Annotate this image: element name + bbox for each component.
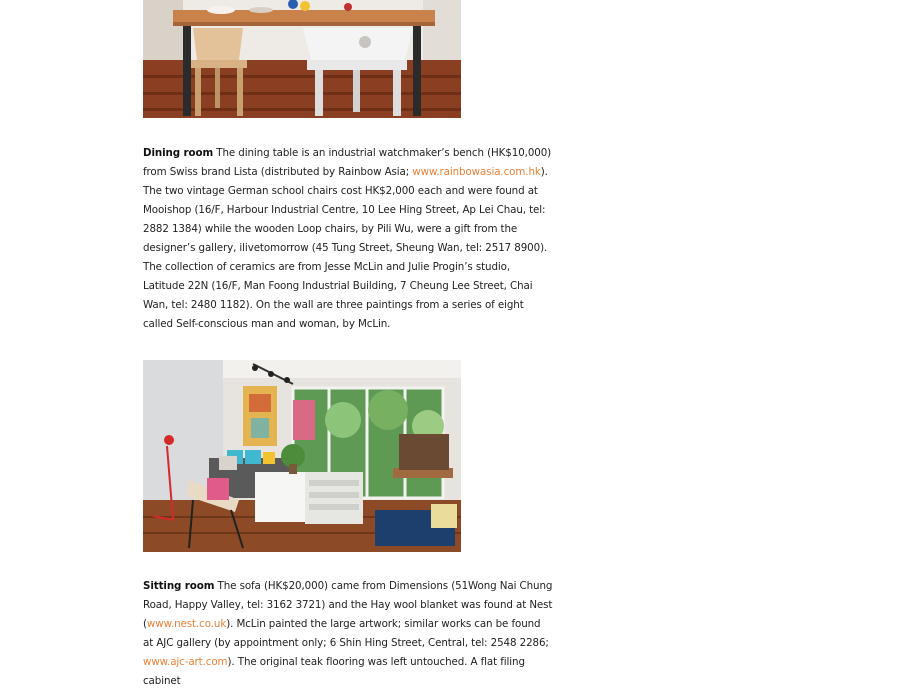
sitting-text-part-2: ). McLin painted the large artwork; similar works can be found at AJC gallery (by appointment only; 6 Shin Hing Street, Central, tel: 2548 2286; — [143, 618, 549, 649]
dining-room-heading: Dining room — [143, 147, 214, 159]
rainbowasia-link[interactable]: www.rainbowasia.com.hk — [412, 166, 541, 178]
dining-text-part-1: The dining table is an industrial watchmaker’s bench (HK$10,000) from Swiss brand Lista (distributed by Rainbow Asia; — [143, 147, 552, 178]
dining-room-photo — [143, 0, 461, 118]
sitting-text-part-1: The sofa (HK$20,000) came from Dimensions (51Wong Nai Chung Road, Happy Valley, tel: 3162 3721) and the Hay wool blanket was found at Nest ( — [143, 580, 553, 630]
sitting-room-photo — [143, 360, 461, 552]
sitting-text-part-3: ). The original teak flooring was left untouched. A flat filing cabinet — [143, 656, 525, 687]
sitting-room-heading: Sitting room — [143, 580, 215, 592]
ajc-art-link[interactable]: www.ajc-art.com — [143, 656, 228, 668]
sitting-room-illustration — [143, 360, 461, 552]
sitting-room-caption — [143, 577, 553, 691]
nest-link[interactable]: www.nest.co.uk — [146, 618, 227, 630]
dining-room-caption — [143, 144, 553, 334]
dining-text-part-2: ). The two vintage German school chairs cost HK$2,000 each and were found at Mooishop (16/F, Harbour Industrial Centre, 10 Lee Hing Street, Ap Lei Chau, tel: 2882 1384) while the wooden Loop chairs, by Pili Wu, were a gift from the designer’s gallery, ilivetomorrow (45 Tung Street, Sheung Wan, tel: 2517 8900). The collection of ceramics are from Jesse McLin and Julie Progin’s studio, Latitude 22N (16/F, Man Foong Industrial Building, 7 Cheung Lee Street, Chai Wan, tel: 2480 1182). On the wall are three paintings from a series of eight called Self-conscious man and woman, by McLin. — [143, 166, 548, 330]
dining-room-illustration — [143, 0, 461, 118]
